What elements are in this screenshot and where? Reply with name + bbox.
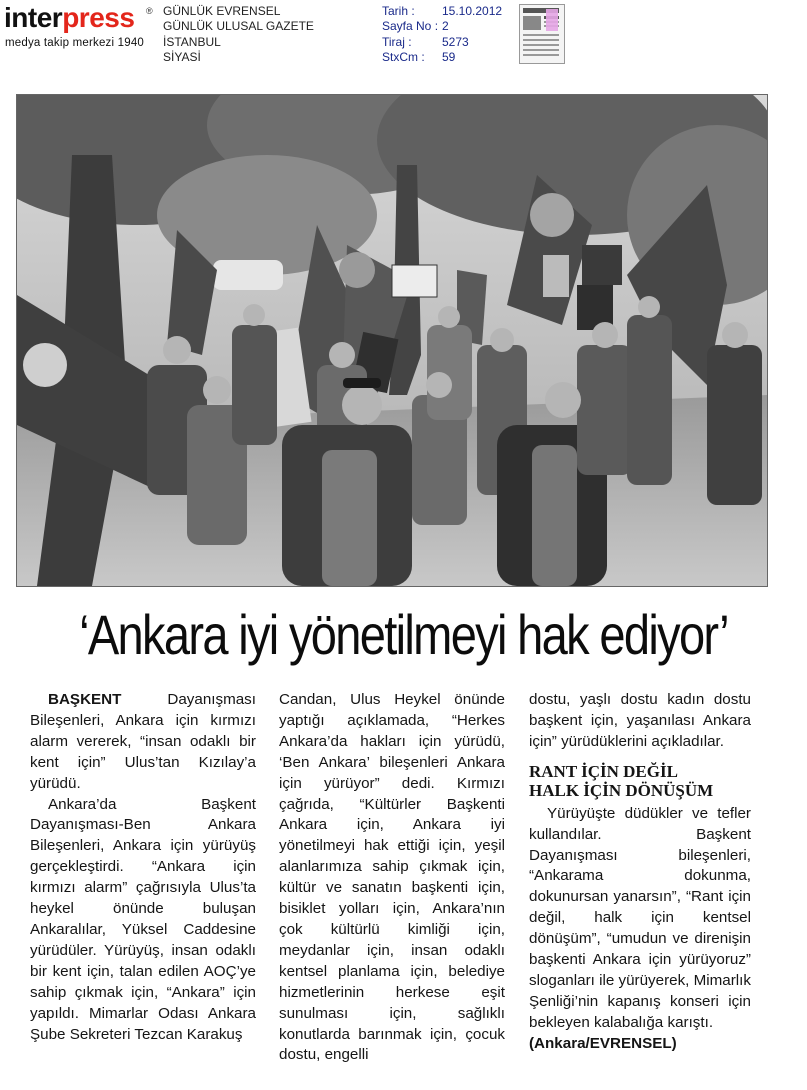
meta-value: 5273 (442, 34, 469, 49)
meta-key: Sayfa No : (382, 19, 439, 34)
publication-info (163, 4, 314, 65)
paragraph: dostu, yaşlı dostu kadın dostu başkent için, yaşanılası Ankara için” yürüdüklerini açıkladılar. (529, 691, 751, 750)
subheading-line-1: RANT İÇİN DEĞİL (529, 761, 678, 781)
logo-inter-text: inter (4, 2, 63, 33)
paragraph: Ankara’da Başkent Dayanışması-Ben Ankara Bileşenleri, Ankara için yürüyüş gerçekleştirdi. “Ankara için kırmızı alarm” çağrısıyla Ulus’ta heykel önünde buluşan Ankaralılar, Yüksel Caddesine yürüdüler. Yürüyüş, insan odaklı bir kent için, talan edilen AOÇ’ye sahip çıkmak için, “Ankara” için yapıldı. Mimarlar Odası Ankara Şube Sekreteri Tezcan Karakuş (30, 795, 256, 1043)
article-signature: (Ankara/EVRENSEL) (529, 1034, 677, 1052)
publication-city: İSTANBUL (163, 34, 221, 49)
signature-line (529, 1034, 751, 1055)
article-column-1 (30, 690, 256, 1045)
logo-wordmark (4, 4, 134, 32)
meta-key: StxCm : (382, 49, 425, 64)
logo-press-text: press (62, 2, 135, 33)
subheading-line-2: HALK İÇİN DÖNÜŞÜM (529, 780, 714, 800)
meta-row-date (382, 4, 503, 19)
publication-scope: GÜNLÜK ULUSAL GAZETE (163, 19, 314, 34)
meta-value: 59 (442, 49, 456, 64)
meta-row-stxcm (382, 49, 456, 65)
photo-illustration (17, 95, 767, 586)
article-headline: ‘Ankara iyi yönetilmeyi hak ediyor’ (79, 603, 728, 666)
clipping-meta (382, 4, 503, 65)
section-subheading (529, 762, 751, 800)
meta-value: 2 (442, 19, 449, 34)
meta-value: 15.10.2012 (442, 4, 503, 18)
article-column-3 (529, 690, 751, 1055)
paragraph-text: Dayanışması Bileşenleri, Ankara için kırmızı alarm vererek, “insan odaklı bir kent için” Ulus’tan Kızılay’a yürüdü. (30, 691, 256, 792)
lead-word: BAŞKENT (48, 691, 122, 708)
page-thumbnail (519, 4, 565, 64)
publication-category: SİYASİ (163, 49, 201, 64)
meta-row-page (382, 19, 449, 34)
meta-key: Tarih : (382, 4, 415, 18)
publication-name: GÜNLÜK EVRENSEL (163, 4, 281, 18)
registered-mark: ® (146, 6, 153, 16)
paragraph (30, 690, 256, 795)
meta-row-circulation (382, 34, 469, 50)
meta-key: Tiraj : (382, 34, 412, 49)
logo-tagline: medya takip merkezi 1940 (5, 37, 145, 49)
interpress-logo (4, 4, 152, 54)
protest-march-photo (16, 94, 768, 587)
paragraph: Yürüyüşte düdükler ve tefler kullandılar. Başkent Dayanışması bileşenleri, “Ankarama dokunma, dokunursan yanarsın”, “Rant için değil, halk için kentsel dönüşüm”, “umudun ve direnişin başkenti Ankara için yürüyoruz” sloganları ile yürüyerek, Mimarlık Şenliği’nin kapanış konseri için bekleyen kalabalığa karıştı. (529, 804, 751, 1031)
paragraph: Candan, Ulus Heykel önünde yaptığı açıklamada, “Herkes Ankara’da hakları için yürüdü, ‘Ben Ankara’ bileşenleri Ankara için yürüyor” dedi. Kırmızı çağrıda, “Kültürler Başkenti Ankara için, Ankara iyi yönetilmeyi hak ettiği için, yeşil alanlarımıza sahip çıkmak için, kültür ve sanatın başkenti için, bisiklet yolları için, Ankara’nın çok kültürlü kimliği için, meydanlar için, insan odaklı kentsel planlama için, belediye hizmetlerinin herkese eşit sunulması için, sağlıklı konutlarda barınmak için, çocuk dostu, engelli (279, 691, 505, 1064)
article-column-2 (279, 690, 505, 1066)
